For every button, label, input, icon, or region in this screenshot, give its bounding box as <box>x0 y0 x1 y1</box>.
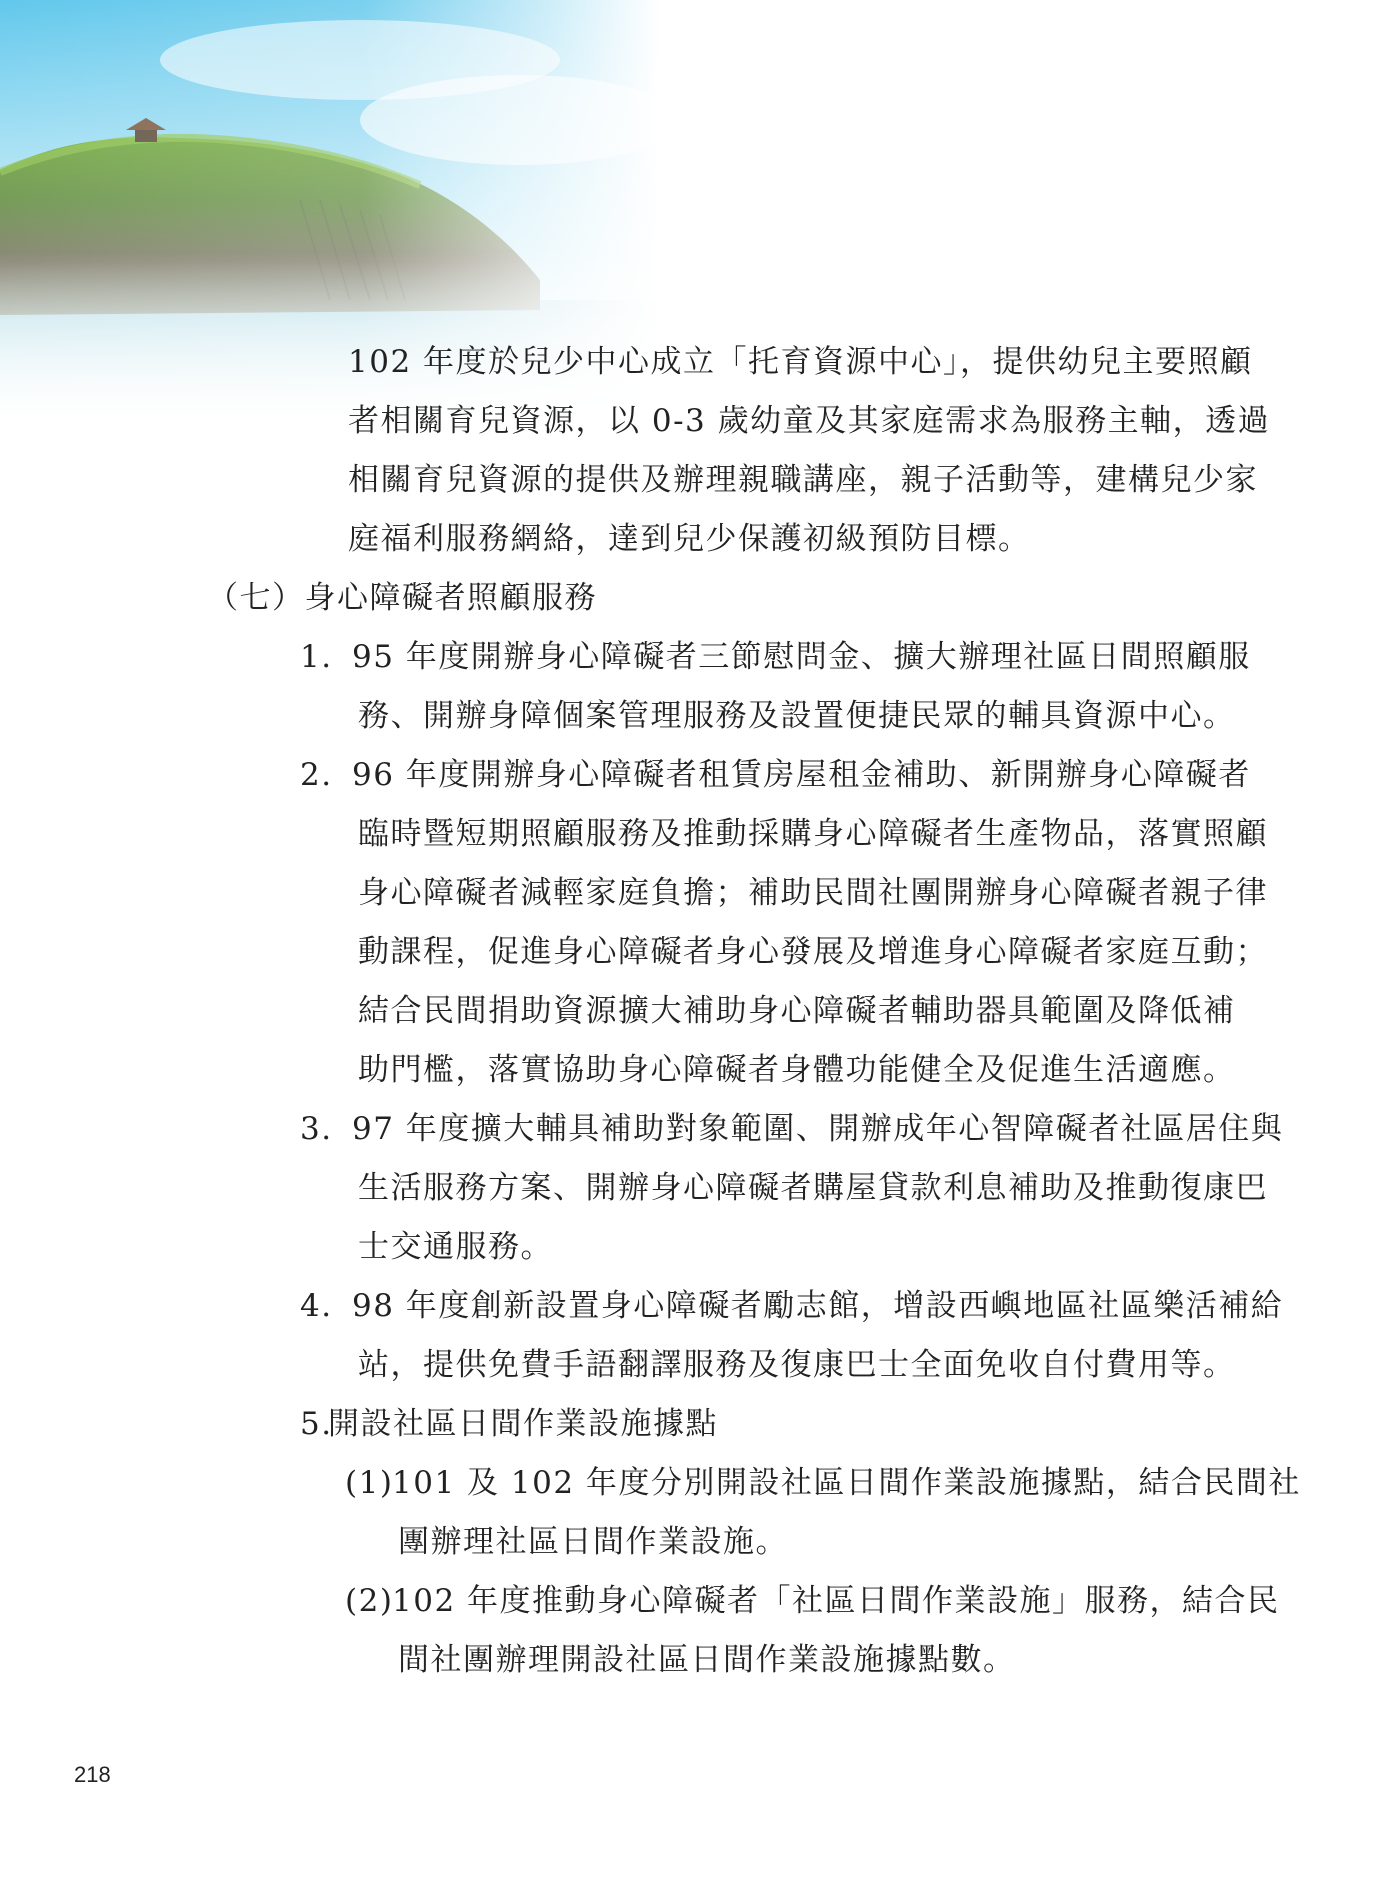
list-item-line: 務、開辦身障個案管理服務及設置便捷民眾的輔具資源中心。 <box>358 698 1236 734</box>
list-item-line: 96 年度開辦身心障礙者租賃房屋租金補助、新開辦身心障礙者 <box>352 757 1251 793</box>
intro-paragraph-line: 庭福利服務網絡，達到兒少保護初級預防目標。 <box>348 521 1031 557</box>
list-item-line: 開設社區日間作業設施據點 <box>328 1406 718 1442</box>
sub-item-line: 101 及 102 年度分別開設社區日間作業設施據點，結合民間社 <box>392 1465 1301 1501</box>
list-item-number: 4. <box>300 1288 333 1324</box>
list-item-line: 助門檻，落實協助身心障礙者身體功能健全及促進生活適應。 <box>358 1052 1236 1088</box>
list-item-number: 1. <box>300 639 333 675</box>
intro-paragraph-line: 102 年度於兒少中心成立「托育資源中心」，提供幼兒主要照顧 <box>348 344 1253 380</box>
list-item-line: 身心障礙者減輕家庭負擔；補助民間社團開辦身心障礙者親子律 <box>358 875 1268 911</box>
list-item-line: 結合民間捐助資源擴大補助身心障礙者輔助器具範圍及降低補 <box>358 993 1236 1029</box>
sub-item-line: 間社團辦理開設社區日間作業設施據點數。 <box>398 1642 1016 1678</box>
list-item-line: 生活服務方案、開辦身心障礙者購屋貸款利息補助及推動復康巴 <box>358 1170 1268 1206</box>
list-item-number: 5. <box>300 1406 333 1442</box>
intro-paragraph-line: 相關育兒資源的提供及辦理親職講座，親子活動等，建構兒少家 <box>348 462 1258 498</box>
section-heading: （七）身心障礙者照顧服務 <box>207 580 597 616</box>
sub-item-line: 團辦理社區日間作業設施。 <box>398 1524 788 1560</box>
list-item-line: 臨時暨短期照顧服務及推動採購身心障礙者生產物品，落實照顧 <box>358 816 1268 852</box>
sub-item-number: (1) <box>345 1465 394 1501</box>
list-item-line: 站，提供免費手語翻譯服務及復康巴士全面免收自付費用等。 <box>358 1347 1236 1383</box>
sub-item-line: 102 年度推動身心障礙者「社區日間作業設施」服務，結合民 <box>392 1583 1280 1619</box>
list-item-line: 動課程，促進身心障礙者身心發展及增進身心障礙者家庭互動； <box>358 934 1268 970</box>
list-item-line: 95 年度開辦身心障礙者三節慰問金、擴大辦理社區日間照顧服 <box>352 639 1251 675</box>
list-item-number: 2. <box>300 757 333 793</box>
list-item-line: 士交通服務。 <box>358 1229 553 1265</box>
list-item-number: 3. <box>300 1111 333 1147</box>
list-item-line: 97 年度擴大輔具補助對象範圍、開辦成年心智障礙者社區居住與 <box>352 1111 1284 1147</box>
sub-item-number: (2) <box>345 1583 394 1619</box>
page-number: 218 <box>74 1762 111 1787</box>
intro-paragraph-line: 者相關育兒資源，以 0-3 歲幼童及其家庭需求為服務主軸，透過 <box>348 403 1271 439</box>
list-item-line: 98 年度創新設置身心障礙者勵志館，增設西嶼地區社區樂活補給 <box>352 1288 1284 1324</box>
